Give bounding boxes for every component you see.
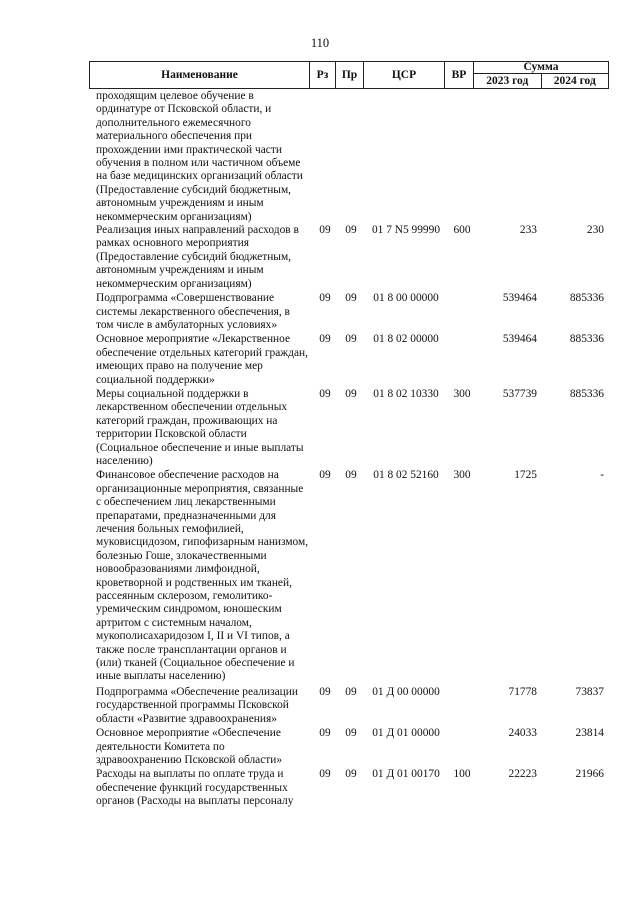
row-sum-2023: 539464 — [502, 292, 537, 305]
row-pr: 09 — [345, 727, 357, 740]
row-sum-2024: 23814 — [575, 727, 604, 740]
row-rz: 09 — [319, 387, 331, 400]
row-name: Расходы на выплаты по оплате труда и обеспечение функций государственных органов (Расходы на выплаты персоналу — [96, 768, 294, 808]
row-name: Основное мероприятие «Обеспечение деятельности Комитета по здравоохранению Псковской области» — [96, 727, 283, 766]
table-header — [89, 61, 609, 89]
row-name: Реализация иных направлений расходов в рамках основного мероприятия (Предоставление субсидий бюджетным, автономным учреждениям и иным некоммерческим организациям) — [96, 224, 299, 290]
header-pr: Пр — [336, 62, 364, 89]
table-row — [96, 469, 608, 684]
row-sum-2023: 24033 — [508, 727, 537, 740]
header-rz: Рз — [310, 62, 336, 89]
row-sum-2024: - — [600, 469, 604, 482]
row-sum-2023: 22223 — [508, 768, 537, 781]
row-sum-2023: 539464 — [502, 333, 537, 346]
row-name: Подпрограмма «Совершенствование системы лекарственного обеспечения, в том числе в амбулаторных условиях» — [96, 292, 290, 331]
row-name: Подпрограмма «Обеспечение реализации государственной программы Псковской области «Развитие здравоохранения» — [96, 685, 298, 725]
row-sum-2023: 233 — [519, 224, 537, 237]
header-csr: ЦСР — [364, 62, 445, 89]
page-number: 110 — [310, 36, 330, 50]
row-rz: 09 — [319, 685, 331, 698]
row-name: проходящим целевое обучение в ординатуре от Псковской области, и дополнительного ежемесячного материального обеспечения при прохождении ими практической части обучения в полном или частичном объеме на базе медицинских организаций области (Предоставление субсидий бюджетным, автономным учреждениям и иным некоммерческим организациям) — [96, 90, 303, 223]
row-csr: 01 Д 00 00000 — [372, 685, 440, 698]
row-pr: 09 — [345, 224, 357, 237]
row-csr: 01 8 02 52160 — [373, 469, 439, 482]
row-csr: 01 Д 01 00000 — [372, 727, 440, 740]
row-vr: 300 — [453, 387, 471, 400]
row-rz: 09 — [319, 768, 331, 781]
table-body — [96, 90, 608, 809]
row-csr: 01 Д 01 00170 — [372, 768, 440, 781]
row-pr: 09 — [345, 333, 357, 346]
row-sum-2024: 885336 — [569, 387, 604, 400]
table-row — [96, 333, 608, 387]
table-row — [96, 768, 608, 808]
row-csr: 01 8 02 00000 — [373, 333, 439, 346]
row-pr: 09 — [345, 387, 357, 400]
row-rz: 09 — [319, 727, 331, 740]
table-row — [96, 686, 608, 726]
table-row — [96, 727, 608, 767]
row-pr: 09 — [345, 292, 357, 305]
row-rz: 09 — [319, 469, 331, 482]
row-name: Основное мероприятие «Лекарственное обеспечение отдельных категорий граждан, имеющих право на получение мер социальной поддержки» — [96, 333, 308, 386]
row-sum-2023: 71778 — [508, 685, 537, 698]
header-vr: ВР — [445, 62, 474, 89]
row-pr: 09 — [345, 685, 357, 698]
row-name: Финансовое обеспечение расходов на организационные мероприятия, связанные с обеспечением лиц лекарственными препаратами, предназначенными для лечения больных гемофилией, муковисцидозом, гипофизарным нанизмом, болезнью Гоше, злокачественными новообразованиями лимфоидной, кроветворной и родственных им тканей, рассеянным склерозом, гемолитико-уремическим синдромом, юношеским артритом с системным началом, мукополисахаридозом I, II и VI типов, а также после трансплантации органов и (или) тканей (Социальное обеспечение и иные выплаты населению) — [96, 469, 309, 683]
table-row — [96, 224, 608, 291]
row-sum-2023: 537739 — [502, 387, 537, 400]
row-pr: 09 — [345, 469, 357, 482]
row-vr: 100 — [453, 768, 471, 781]
header-year-2023: 2023 год — [474, 74, 542, 89]
header-sum: Сумма — [474, 62, 609, 74]
row-sum-2024: 21966 — [575, 768, 604, 781]
header-name: Наименование — [90, 62, 310, 89]
row-sum-2024: 885336 — [569, 292, 604, 305]
header-year-2024: 2024 год — [541, 74, 609, 89]
row-sum-2024: 885336 — [569, 333, 604, 346]
row-sum-2024: 73837 — [575, 685, 604, 698]
row-rz: 09 — [319, 292, 331, 305]
table-row — [96, 90, 608, 224]
row-csr: 01 7 N5 99990 — [371, 224, 441, 237]
table-row — [96, 388, 608, 468]
row-vr: 600 — [453, 224, 471, 237]
row-pr: 09 — [345, 768, 357, 781]
row-sum-2023: 1725 — [514, 469, 537, 482]
row-rz: 09 — [319, 224, 331, 237]
row-rz: 09 — [319, 333, 331, 346]
row-name: Меры социальной поддержки в лекарственном обеспечении отдельных категорий граждан, проживающих на территории Псковской области (Социальное обеспечение и иные выплаты населению) — [96, 387, 304, 467]
row-csr: 01 8 00 00000 — [373, 292, 439, 305]
row-csr: 01 8 02 10330 — [373, 387, 439, 400]
row-sum-2024: 230 — [586, 224, 604, 237]
row-vr: 300 — [453, 469, 471, 482]
table-row — [96, 292, 608, 332]
